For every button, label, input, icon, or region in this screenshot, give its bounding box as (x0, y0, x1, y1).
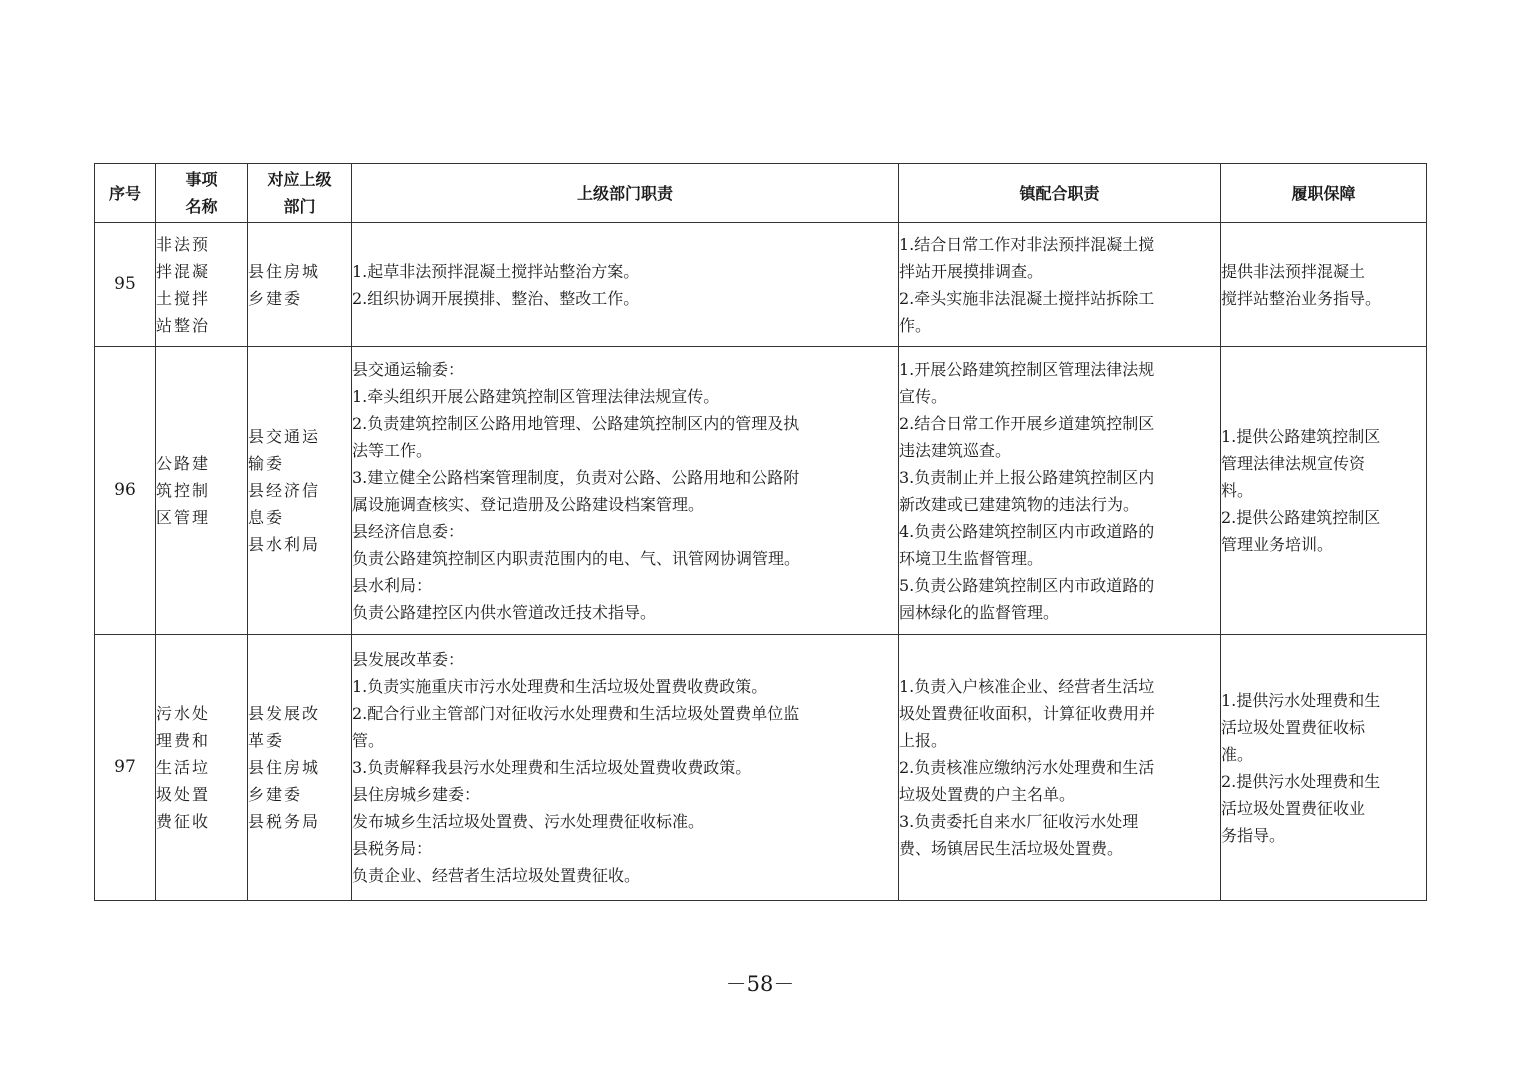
text-line: 费、场镇居民生活垃圾处置费。 (899, 839, 1124, 858)
text-line: 2.牵头实施非法混凝土搅拌站拆除工 (899, 288, 1155, 308)
table-row (95, 347, 1427, 635)
table-row (95, 635, 1427, 901)
text-line: 违法建筑巡查。 (899, 440, 1012, 460)
row-town-duties (899, 347, 1221, 635)
text-line: 属设施调查核实、登记造册及公路建设档案管理。 (352, 494, 705, 514)
text-line: 2.负责建筑控制区公路用地管理、公路建筑控制区内的管理及执 (352, 413, 800, 433)
text-line: 垃圾处置费的户主名单。 (899, 785, 1076, 804)
text-line: 非法预 (156, 234, 211, 254)
text-line: 环境卫生监督管理。 (899, 548, 1044, 568)
text-line: 县水利局 (248, 535, 321, 554)
text-line: 土搅拌 (156, 288, 211, 308)
text-line: 站整治 (156, 315, 211, 335)
row-guarantee (1221, 347, 1427, 635)
text-line: 2.提供公路建筑控制区 (1221, 508, 1381, 527)
text-line: 准。 (1221, 744, 1254, 764)
text-line: 名称 (185, 197, 218, 216)
text-line: 5.负责公路建筑控制区内市政道路的 (899, 575, 1155, 595)
text-line: 2.结合日常工作开展乡道建筑控制区 (899, 413, 1155, 433)
row-index: 97 (95, 635, 156, 901)
text-line: 县经济信 (248, 481, 321, 500)
row-index: 95 (95, 223, 156, 347)
text-line: 圾处置 (156, 785, 211, 804)
text-line: 乡建委 (248, 785, 303, 804)
text-line: 2.配合行业主管部门对征收污水处理费和生活垃圾处置费单位监 (352, 704, 800, 723)
text-line: 理费和 (156, 731, 211, 750)
text-line: 园林绿化的监督管理。 (899, 602, 1060, 622)
text-line: 筑控制 (156, 481, 211, 500)
row-town-duties (899, 223, 1221, 347)
text-line: 活垃圾处置费征收标 (1221, 717, 1366, 737)
row-item-name (156, 635, 248, 901)
text-line: 1.结合日常工作对非法预拌混凝土搅 (899, 234, 1155, 254)
text-line: 公路建 (156, 454, 211, 473)
text-line: 区管理 (156, 508, 211, 527)
text-line: 部门 (283, 197, 316, 216)
text-line: 革委 (248, 731, 285, 750)
header-superior-dept (248, 164, 352, 223)
text-line: 对应上级 (267, 170, 332, 189)
text-line: 县税务局 (248, 812, 321, 831)
responsibility-table (94, 163, 1427, 901)
text-line: 1.牵头组织开展公路建筑控制区管理法律法规宣传。 (352, 386, 720, 406)
text-line: 宣传。 (899, 386, 948, 406)
text-line: 上报。 (899, 731, 948, 750)
text-line: 3.负责委托自来水厂征收污水处理 (899, 812, 1139, 831)
table-row (95, 223, 1427, 347)
header-guarantee: 履职保障 (1221, 164, 1427, 223)
text-line: 1.开展公路建筑控制区管理法律法规 (899, 359, 1155, 379)
text-line: 负责公路建控区内供水管道改迁技术指导。 (352, 602, 657, 622)
text-line: 料。 (1221, 481, 1254, 500)
text-line: 县经济信息委： (352, 521, 465, 541)
row-item-name (156, 347, 248, 635)
text-line: 县住房城 (248, 758, 321, 777)
text-line: 县水利局： (352, 575, 433, 595)
text-line: 管理法律法规宣传资 (1221, 454, 1366, 473)
text-line: 1.负责入户核准企业、经营者生活垃 (899, 677, 1155, 696)
text-line: 县税务局： (352, 839, 433, 858)
text-line: 生活垃 (156, 758, 211, 777)
text-line: 圾处置费征收面积，计算征收费用并 (899, 704, 1156, 723)
text-line: 事项 (185, 170, 218, 189)
row-superior-dept (248, 223, 352, 347)
table-header-row (95, 164, 1427, 223)
row-index: 96 (95, 347, 156, 635)
text-line: 务指导。 (1221, 825, 1286, 845)
text-line: 县住房城 (248, 261, 321, 281)
text-line: 县交通运输委： (352, 359, 465, 379)
text-line: 新改建或已建建筑物的违法行为。 (899, 494, 1140, 514)
row-guarantee (1221, 223, 1427, 347)
row-superior-duties (352, 223, 899, 347)
text-line: 县发展改革委： (352, 650, 465, 669)
text-line: 管理业务培训。 (1221, 535, 1334, 554)
text-line: 3.负责制止并上报公路建筑控制区内 (899, 467, 1155, 487)
row-town-duties (899, 635, 1221, 901)
text-line: 法等工作。 (352, 440, 433, 460)
row-guarantee (1221, 635, 1427, 901)
text-line: 负责企业、经营者生活垃圾处置费征收。 (352, 866, 641, 885)
text-line: 县发展改 (248, 704, 321, 723)
text-line: 3.建立健全公路档案管理制度，负责对公路、公路用地和公路附 (352, 467, 800, 487)
text-line: 1.负责实施重庆市污水处理费和生活垃圾处置费收费政策。 (352, 677, 768, 696)
text-line: 乡建委 (248, 288, 303, 308)
text-line: 息委 (248, 508, 285, 527)
text-line: 管。 (352, 731, 385, 750)
header-superior-duties: 上级部门职责 (352, 164, 899, 223)
header-index: 序号 (95, 164, 156, 223)
text-line: 1.起草非法预拌混凝土搅拌站整治方案。 (352, 261, 640, 281)
text-line: 县交通运 (248, 427, 321, 446)
text-line: 2.提供污水处理费和生 (1221, 771, 1381, 791)
text-line: 1.提供公路建筑控制区 (1221, 427, 1381, 446)
text-line: 搅拌站整治业务指导。 (1221, 288, 1382, 308)
header-town-duties: 镇配合职责 (899, 164, 1221, 223)
text-line: 污水处 (156, 704, 211, 723)
text-line: 县住房城乡建委： (352, 785, 481, 804)
row-superior-dept (248, 347, 352, 635)
row-superior-duties (352, 347, 899, 635)
text-line: 2.组织协调开展摸排、整治、整改工作。 (352, 288, 640, 308)
row-superior-dept (248, 635, 352, 901)
row-superior-duties (352, 635, 899, 901)
text-line: 拌站开展摸排调查。 (899, 261, 1044, 281)
text-line: 4.负责公路建筑控制区内市政道路的 (899, 521, 1155, 541)
text-line: 2.负责核准应缴纳污水处理费和生活 (899, 758, 1155, 777)
text-line: 输委 (248, 454, 285, 473)
text-line: 发布城乡生活垃圾处置费、污水处理费征收标准。 (352, 812, 705, 831)
row-item-name (156, 223, 248, 347)
page-number: －58－ (725, 972, 795, 996)
text-line: 提供非法预拌混凝土 (1221, 261, 1366, 281)
text-line: 拌混凝 (156, 261, 211, 281)
text-line: 3.负责解释我县污水处理费和生活垃圾处置费收费政策。 (352, 758, 752, 777)
text-line: 负责公路建筑控制区内职责范围内的电、气、讯管网协调管理。 (352, 548, 801, 568)
header-item-name (156, 164, 248, 223)
text-line: 作。 (899, 315, 932, 335)
text-line: 费征收 (156, 812, 211, 831)
text-line: 1.提供污水处理费和生 (1221, 690, 1381, 710)
text-line: 活垃圾处置费征收业 (1221, 798, 1366, 818)
